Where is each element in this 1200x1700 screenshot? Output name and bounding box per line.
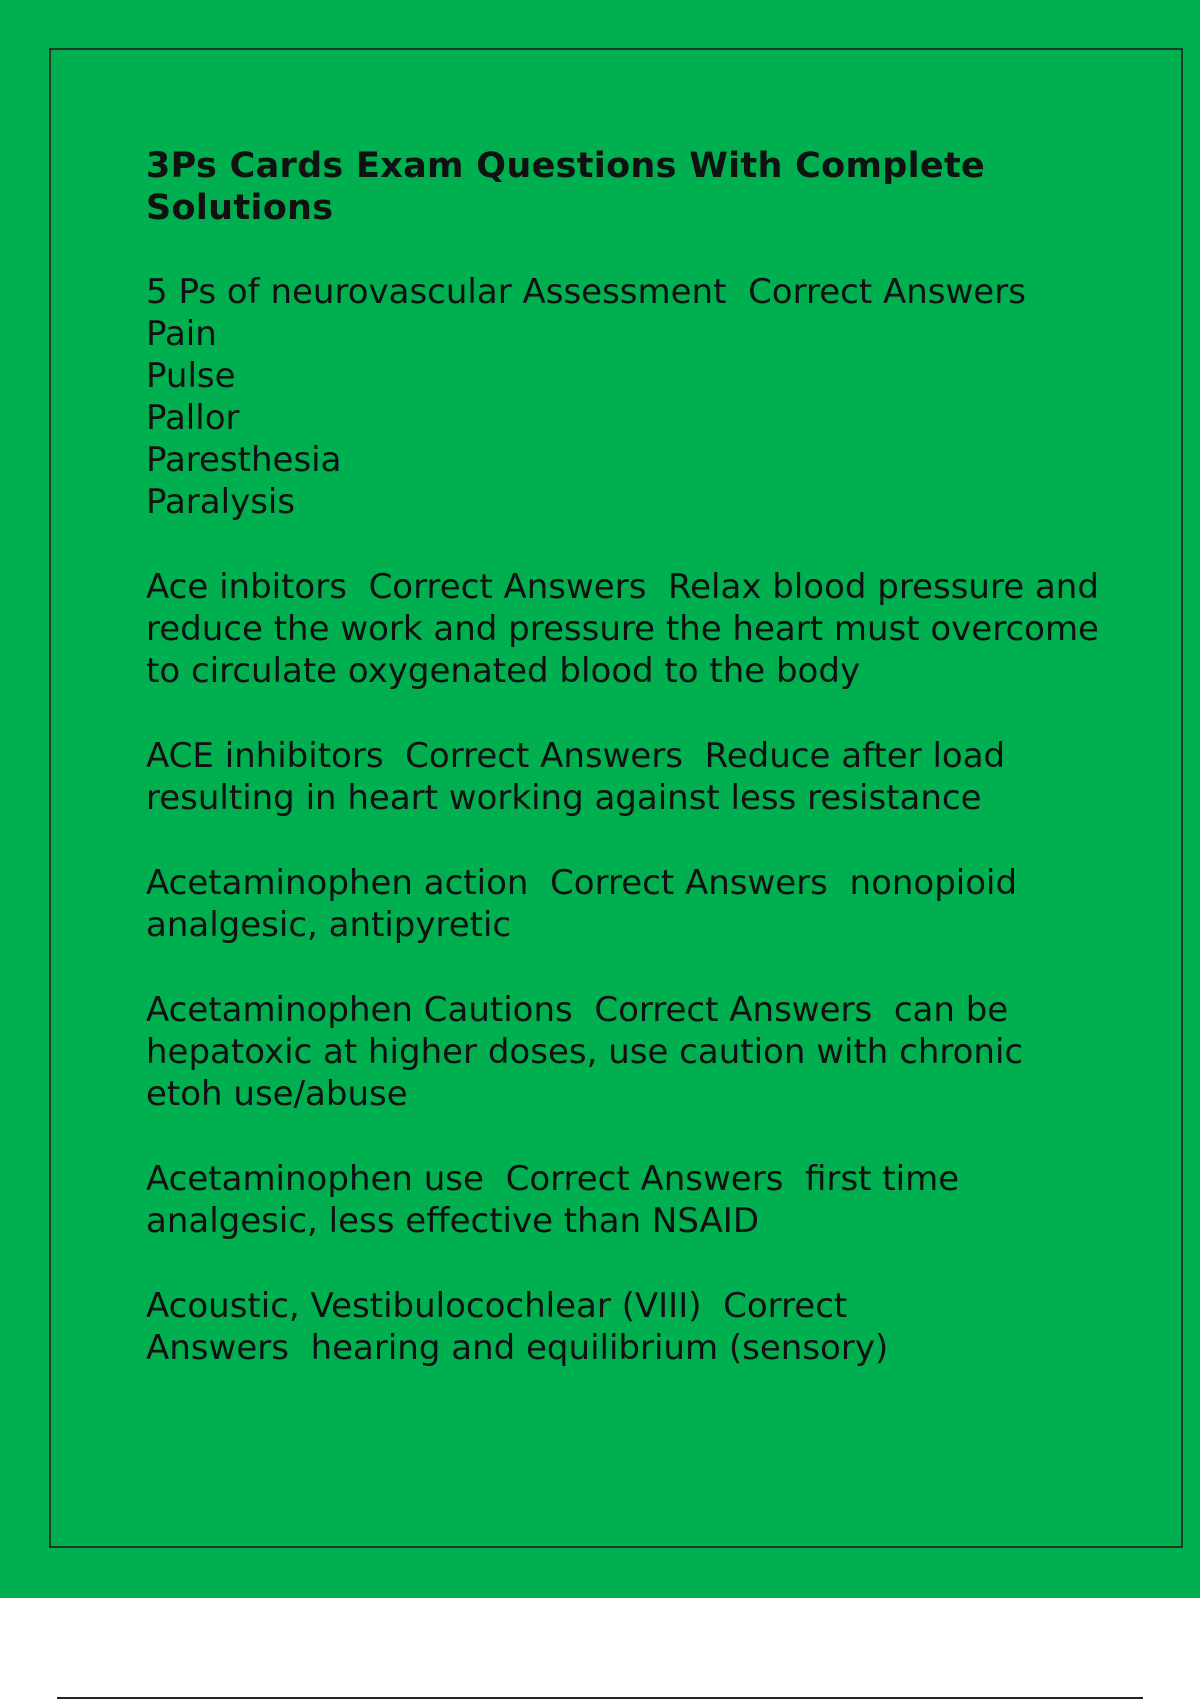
qa-entry [146,989,1106,1115]
answer-line: Paresthesia [146,440,342,480]
correct-answers-label: Correct Answers [146,1286,848,1368]
correct-answers-label: Correct Answers [405,736,684,776]
answer-line: Pallor [146,398,240,438]
question-term: ACE inhibitors [146,736,384,776]
question-term: Acetaminophen use [146,1159,484,1199]
correct-answers-label: Correct Answers [748,272,1026,312]
answer-text: nonopioid analgesic, antipyretic [146,863,1018,945]
answer-text: hearing and equilibrium (sensory) [310,1328,889,1368]
answer-text: Relax blood pressure and reduce the work and pressure the heart must overcome to circulate oxygenated blood to the body [146,567,1099,691]
answer-text: Reduce after load resulting in heart working against less resistance [146,736,1006,818]
qa-entry [146,735,1106,819]
question-term: Acoustic, Vestibulocochlear (VIII) [146,1286,702,1326]
correct-answers-label: Correct Answers [594,990,873,1030]
answer-text: first time analgesic, less effective than NSAID [146,1159,960,1241]
correct-answers-label: Correct Answers [505,1159,784,1199]
correct-answers-label: Correct Answers [368,567,647,607]
answer-line: Pulse [146,356,236,396]
qa-entry [146,566,1106,692]
question-term: Acetaminophen action [146,863,529,903]
qa-entry [146,271,1106,523]
document-content [146,145,1106,1412]
answer-line: Pain [146,314,217,354]
bottom-divider [57,1697,1143,1699]
question-term: 5 Ps of neurovascular Assessment [146,272,727,312]
answer-line: Paralysis [146,482,296,522]
correct-answers-label: Correct Answers [550,863,828,903]
question-term: Acetaminophen Cautions [146,990,573,1030]
qa-entry [146,1285,1106,1369]
qa-entry [146,1158,1106,1242]
answer-text: can be hepatoxic at higher doses, use caution with chronic etoh use/abuse [146,990,1024,1114]
question-term: Ace inbitors [146,567,347,607]
document-title: 3Ps Cards Exam Questions With Complete Solutions [146,146,986,228]
qa-entry [146,862,1106,946]
